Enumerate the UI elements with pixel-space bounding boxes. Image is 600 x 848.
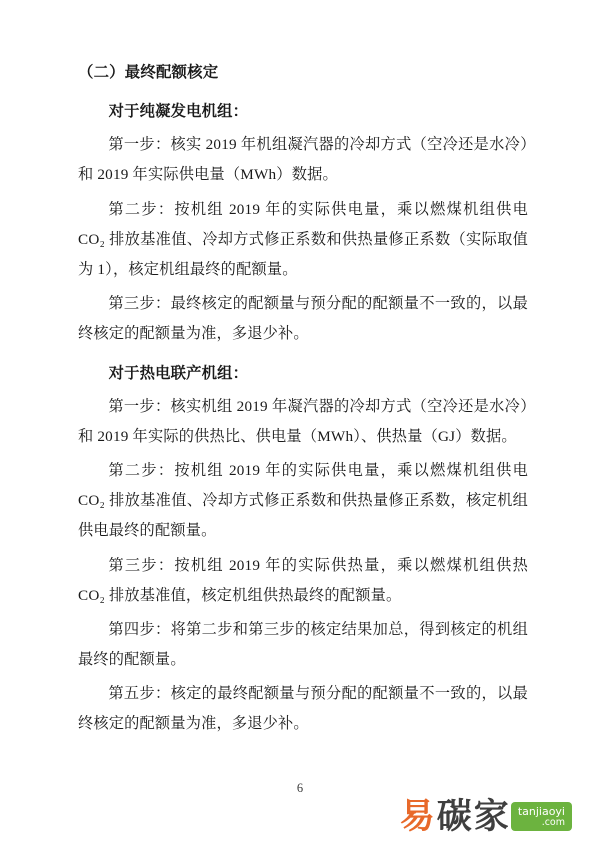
subsection-heading-pure-condensing: 对于纯凝发电机组：: [108, 103, 249, 121]
section-heading: （二）最终配额核定: [78, 64, 219, 81]
paragraph-step-2-cogen: 第二步：按机组 2019 年的实际供电量，乘以燃煤机组供电 CO₂ 排放基准值、冷却方式修正系数和供热量修正系数，核定机组供电最终的配额量。: [78, 462, 528, 540]
watermark-char-jia: 家: [473, 796, 508, 837]
watermark-badge-domain: .com: [541, 817, 565, 829]
page-number: 6: [296, 781, 304, 795]
watermark-badge: [511, 802, 572, 831]
watermark-char-tan: 碳: [436, 796, 471, 837]
paragraph-step-2-pure: 第二步：按机组 2019 年的实际供电量，乘以燃煤机组供电 CO₂ 排放基准值、冷却方式修正系数和供热量修正系数（实际取值为 1），核定机组最终的配额量。: [78, 200, 528, 278]
paragraph-step-5-cogen: 第五步：核定的最终配额量与预分配的配额量不一致的，以最终核定的配额量为准，多退少补。: [78, 684, 528, 732]
paragraph-step-3-pure: 第三步：最终核定的配额量与预分配的配额量不一致的，以最终核定的配额量为准，多退少补。: [78, 294, 528, 342]
paragraph-step-4-cogen: 第四步：将第二步和第三步的核定结果加总，得到核定的机组最终的配额量。: [78, 620, 528, 668]
paragraph-step-3-cogen: 第三步：按机组 2019 年的实际供热量，乘以燃煤机组供热 CO₂ 排放基准值，核定机组供热最终的配额量。: [78, 556, 528, 604]
document-body: [78, 58, 528, 739]
subsection-heading-cogeneration: 对于热电联产机组：: [108, 364, 249, 382]
watermark-logo: [399, 796, 572, 837]
watermark-badge-name: tanjiaoyi: [517, 805, 565, 819]
watermark-char-yi: 易: [399, 796, 434, 837]
paragraph-step-1-pure: 第一步：核实 2019 年机组凝汽器的冷却方式（空冷还是水冷）和 2019 年实际供电量（MWh）数据。: [78, 136, 528, 184]
paragraph-step-1-cogen: 第一步：核实机组 2019 年凝汽器的冷却方式（空冷还是水冷）和 2019 年实际的供热比、供电量（MWh）、供热量（GJ）数据。: [78, 398, 528, 446]
